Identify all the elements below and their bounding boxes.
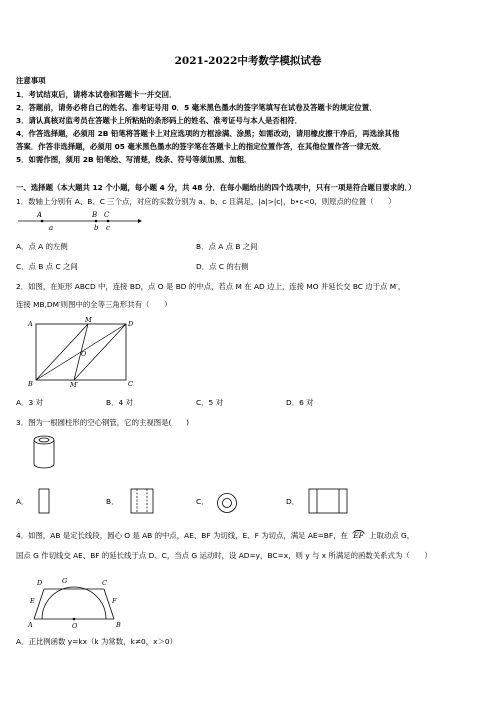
label-O: O [81, 350, 87, 358]
label-B: B [28, 380, 33, 388]
rectangle-figure [28, 316, 138, 388]
q3-option-c[interactable]: C． [196, 497, 209, 506]
q3-option-b[interactable]: B． [106, 497, 119, 506]
option-d-view [308, 488, 348, 514]
semicircle-arc [42, 587, 106, 619]
pipe-top-outer [34, 436, 54, 444]
q2-option-b[interactable]: B．4 对 [106, 398, 133, 407]
option-c-view [216, 492, 238, 514]
view-c-inner-circle [223, 499, 232, 508]
note-item-3: 3．请认真核对监考员在答题卡上所粘贴的条形码上的姓名、准考证号与本人是否相符． [16, 116, 302, 125]
label-b: b [94, 224, 99, 232]
q2-stem-line2: 连接 MB,DM′则图中的全等三角形共有（ ） [16, 300, 172, 309]
q1-option-a[interactable]: A．点 A 的左侧 [16, 242, 68, 251]
q2-stem-line1: 2．如图，在矩形 ABCD 中，连接 BD，点 O 是 BD 的中点，若点 M 在 AD 边上，连接 MO 并延长交 BC 边于点 M′， [16, 282, 406, 291]
number-line-arrow [138, 219, 142, 223]
point-a-dot [41, 220, 44, 223]
label-A: A [28, 320, 33, 328]
label-G: G [62, 577, 68, 585]
q1-option-d[interactable]: D．点 C 的右侧 [196, 262, 249, 271]
note-item-1: 1．考试结束后，请将本试卷和答题卡一并交回． [16, 90, 177, 99]
section-heading: 一、选择题（本大题共 12 个小题，每小题 4 分，共 48 分．在每小题给出的四个选项中，只有一项是符合题目要求的．） [16, 183, 416, 192]
label-A: A [28, 621, 33, 629]
point-b-dot [95, 220, 98, 223]
q3-option-a[interactable]: A． [16, 497, 29, 506]
q1-option-b[interactable]: B．点 A 点 B 之间 [196, 242, 258, 251]
label-B: B [116, 621, 121, 629]
q3-option-d[interactable]: D． [286, 497, 300, 506]
q4-stem-line2: 国点 G 作切线交 AE、BF 的延长线于点 D、C，当点 G 运动时，设 AD=y，BC=x，则 y 与 x 所满足的函数关系式为（ ） [16, 551, 432, 560]
page-title: 2021-2022中考数学模拟试卷 [174, 55, 322, 67]
center-o-dot [73, 618, 76, 621]
label-E: E [30, 597, 35, 605]
label-D: D [128, 320, 134, 328]
q3-stem: 3．图为一根圆柱形的空心钢管，它的主视图是( ) [16, 418, 190, 427]
note-item-4-cont: 答案．作答非选择题，必须用 05 毫米黑色墨水的签字笔在答题卡上的指定位置作答，在其他位置作答一律无效． [16, 142, 387, 151]
label-M: M [85, 316, 92, 324]
q2-option-a[interactable]: A．3 对 [16, 398, 43, 407]
number-line-figure [14, 208, 144, 232]
note-item-4: 4．作答选择题，必须用 2B 铅笔将答题卡上对应选项的方框涂满、涂黑；如需改动，请用橡皮擦干净后，再选涂其他 [16, 129, 400, 138]
view-d-outer [309, 489, 347, 513]
pipe-top-inner [39, 438, 49, 442]
q4-stem-line1 [16, 530, 414, 540]
notes-heading: 注意事项 [16, 76, 46, 85]
q4-stem-part1: 4．如图，AB 是定长线段，圆心 O 是 AB 的中点，AE、BF 为切线，E、F 为切点，满足 AE=BF，在 [16, 531, 348, 540]
label-C: C [102, 579, 107, 587]
q1-stem: 1．数轴上分别有 A、B、C 三个点，对应的实数分别为 a、b、c 且满足，|a|>|c|，b•c<0，则原点的位置（ ） [16, 197, 396, 206]
q4-stem-part2: 上取动点 G， [369, 531, 415, 540]
view-c-outer-circle [218, 494, 237, 513]
note-item-5: 5．如需作图，须用 2B 铅笔绘、写清楚，线条、符号等须加黑、加粗． [16, 155, 252, 164]
label-O: O [72, 622, 78, 630]
q2-option-d[interactable]: D．6 对 [286, 398, 314, 407]
label-M-prime: M′ [70, 381, 79, 389]
option-a-view [38, 488, 50, 514]
note-item-2: 2．答题前，请务必将自己的姓名、准考证号用 0．5 毫米黑色墨水的签字笔填写在试卷及答题卡的规定位置． [16, 103, 377, 112]
q2-option-c[interactable]: C．5 对 [196, 398, 223, 407]
label-B: B [92, 211, 98, 219]
q1-option-c[interactable]: C．点 B 点 C 之间 [16, 262, 78, 271]
label-C: C [128, 380, 133, 388]
q4-option-a[interactable]: A．正比例函数 y=kx（k 为常数，k≠0，x＞0） [16, 637, 177, 646]
label-c: c [106, 224, 110, 232]
view-a-rect [39, 489, 49, 513]
label-D: D [37, 579, 43, 587]
semicircle-figure [22, 567, 126, 629]
option-b-view [130, 488, 154, 514]
label-F: F [112, 597, 117, 605]
hollow-pipe-figure [32, 434, 56, 470]
point-c-dot [107, 220, 110, 223]
label-C: C [104, 211, 110, 219]
arc-ef-symbol: EF [353, 531, 364, 540]
label-a: a [49, 224, 54, 232]
view-b-outer [131, 489, 153, 513]
label-A: A [37, 211, 43, 219]
